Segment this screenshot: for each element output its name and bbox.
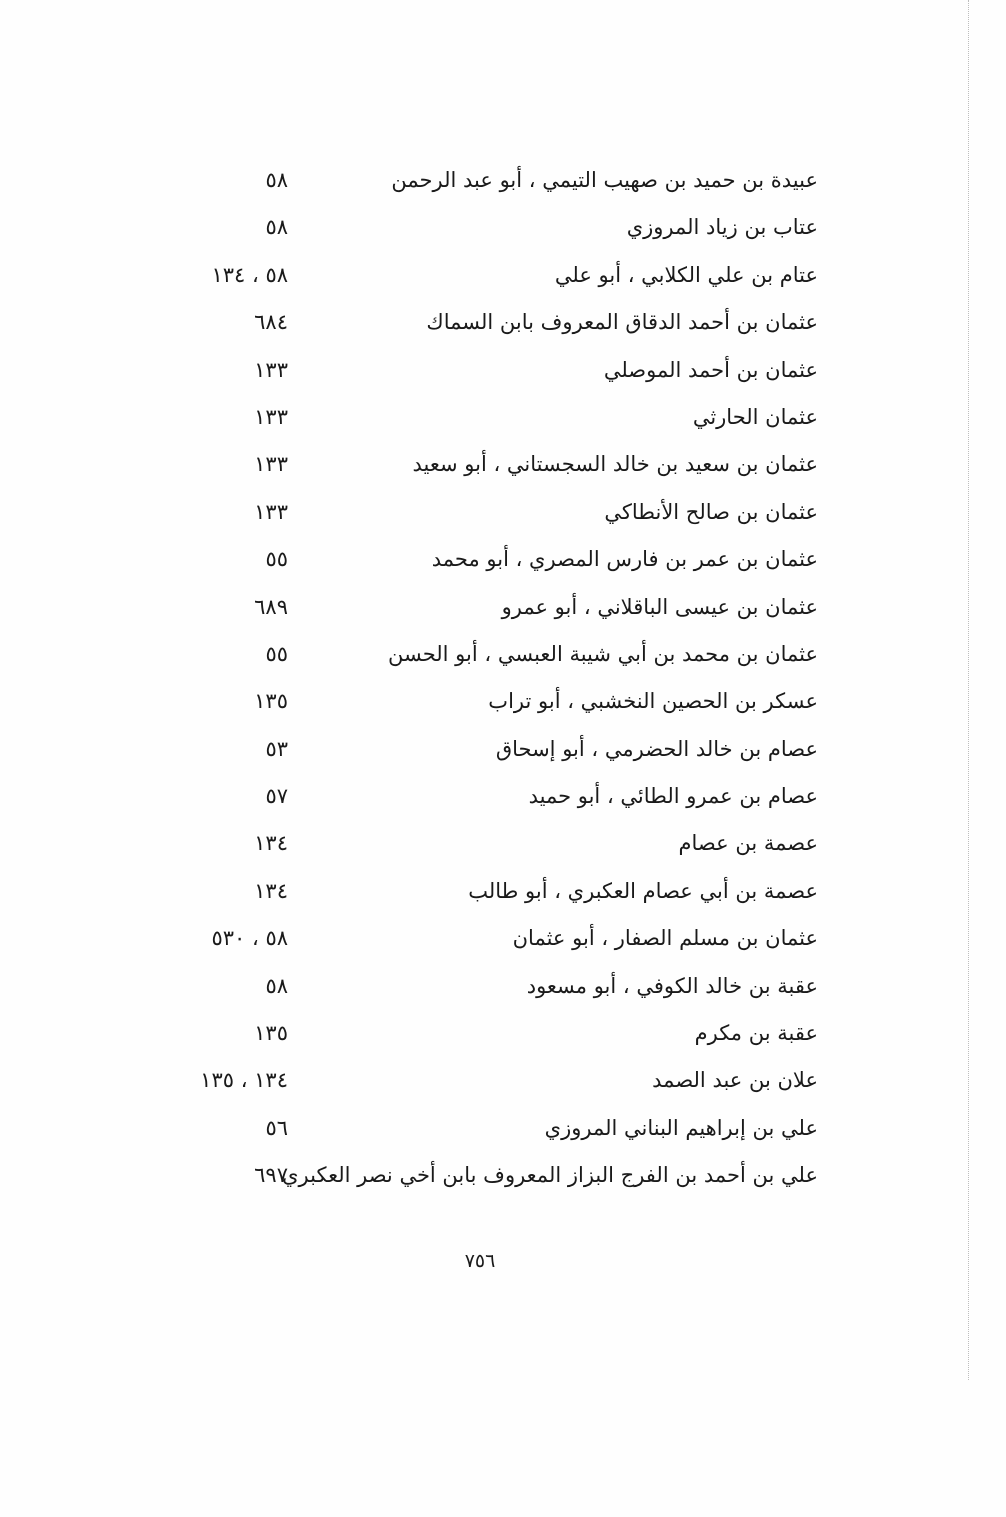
index-entry xyxy=(0,918,1006,965)
index-entry xyxy=(0,207,1006,254)
index-entry xyxy=(0,587,1006,634)
index-entry xyxy=(0,776,1006,823)
entry-name: عصمة بن أبي عصام العكبري ، أبو طالب xyxy=(468,878,818,903)
entry-name: عتاب بن زياد المروزي xyxy=(626,215,818,240)
entry-pages: ١٣٣ xyxy=(254,404,288,429)
entry-name: عسكر بن الحصين النخشبي ، أبو تراب xyxy=(488,689,818,714)
entry-pages: ٥٨ ، ١٣٤ xyxy=(211,262,288,287)
index-entry xyxy=(0,444,1006,491)
entry-name: عثمان بن عمر بن فارس المصري ، أبو محمد xyxy=(431,547,818,572)
entry-pages: ٥٨ ، ٥٣٠ xyxy=(211,926,288,951)
index-entry xyxy=(0,1155,1006,1202)
index-entry xyxy=(0,160,1006,207)
entry-name: عثمان بن أحمد الدقاق المعروف بابن السماك xyxy=(426,310,818,335)
index-entry xyxy=(0,302,1006,349)
entry-name: علي بن إبراهيم البناني المروزي xyxy=(544,1115,818,1140)
index-entry xyxy=(0,539,1006,586)
entry-pages: ١٣٥ xyxy=(254,1021,288,1046)
entry-name: عصمة بن عصام xyxy=(678,831,818,856)
index-entry xyxy=(0,729,1006,776)
entry-name: عثمان بن سعيد بن خالد السجستاني ، أبو سعيد xyxy=(412,452,818,477)
entry-pages: ٥٦ xyxy=(265,1115,288,1140)
entry-name: عتام بن علي الكلابي ، أبو علي xyxy=(554,262,818,287)
index-entry xyxy=(0,634,1006,681)
entry-name: عثمان بن أحمد الموصلي xyxy=(603,357,818,382)
entry-pages: ٥٨ xyxy=(265,168,288,192)
entry-pages: ١٣٤ xyxy=(254,878,288,903)
entry-pages: ٦٨٤ xyxy=(254,310,288,335)
entry-name: عقبة بن مكرم xyxy=(694,1021,818,1046)
index-entry xyxy=(0,966,1006,1013)
index-entry xyxy=(0,681,1006,728)
entry-name: عثمان بن مسلم الصفار ، أبو عثمان xyxy=(512,926,818,951)
entry-pages: ٥٨ xyxy=(265,215,288,240)
entry-pages: ١٣٥ xyxy=(254,689,288,714)
entry-name: عثمان بن محمد بن أبي شيبة العبسي ، أبو الحسن xyxy=(388,641,818,666)
entry-pages: ١٣٤ ، ١٣٥ xyxy=(200,1068,288,1093)
entry-name: عبيدة بن حميد بن صهيب التيمي ، أبو عبد الرحمن xyxy=(391,168,818,192)
entry-name: عثمان الحارثي xyxy=(692,404,818,429)
entry-name: عصام بن عمرو الطائي ، أبو حميد xyxy=(528,784,818,809)
index-entry xyxy=(0,492,1006,539)
entry-pages: ١٣٣ xyxy=(254,357,288,382)
entry-pages: ١٣٣ xyxy=(254,452,288,477)
page-number: ٧٥٦ xyxy=(464,1250,496,1272)
entry-name: عقبة بن خالد الكوفي ، أبو مسعود xyxy=(526,973,818,998)
index-entry xyxy=(0,350,1006,397)
entry-pages: ٦٨٩ xyxy=(254,594,288,619)
entry-name: عثمان بن عيسى الباقلاني ، أبو عمرو xyxy=(501,594,818,619)
entry-name: عثمان بن صالح الأنطاكي xyxy=(604,499,818,524)
entry-pages: ٥٥ xyxy=(265,547,288,572)
index-entry xyxy=(0,255,1006,302)
entry-pages: ٦٩٧ xyxy=(254,1163,288,1188)
entry-pages: ٥٥ xyxy=(265,641,288,666)
entry-name: علي بن أحمد بن الفرج البزاز المعروف بابن أخي نصر العكبري xyxy=(282,1163,818,1188)
entry-name: علان بن عبد الصمد xyxy=(652,1068,818,1093)
index-entry xyxy=(0,871,1006,918)
entry-pages: ٥٣ xyxy=(265,736,288,761)
index-entry xyxy=(0,823,1006,870)
index-entry xyxy=(0,397,1006,444)
entry-pages: ٥٨ xyxy=(265,973,288,998)
index-entry xyxy=(0,1013,1006,1060)
index-entry xyxy=(0,1108,1006,1155)
entry-pages: ٥٧ xyxy=(265,784,288,809)
entry-pages: ١٣٣ xyxy=(254,499,288,524)
index-entries xyxy=(0,160,1006,1203)
entry-pages: ١٣٤ xyxy=(254,831,288,856)
index-entry xyxy=(0,1060,1006,1107)
entry-name: عصام بن خالد الحضرمي ، أبو إسحاق xyxy=(495,736,818,761)
